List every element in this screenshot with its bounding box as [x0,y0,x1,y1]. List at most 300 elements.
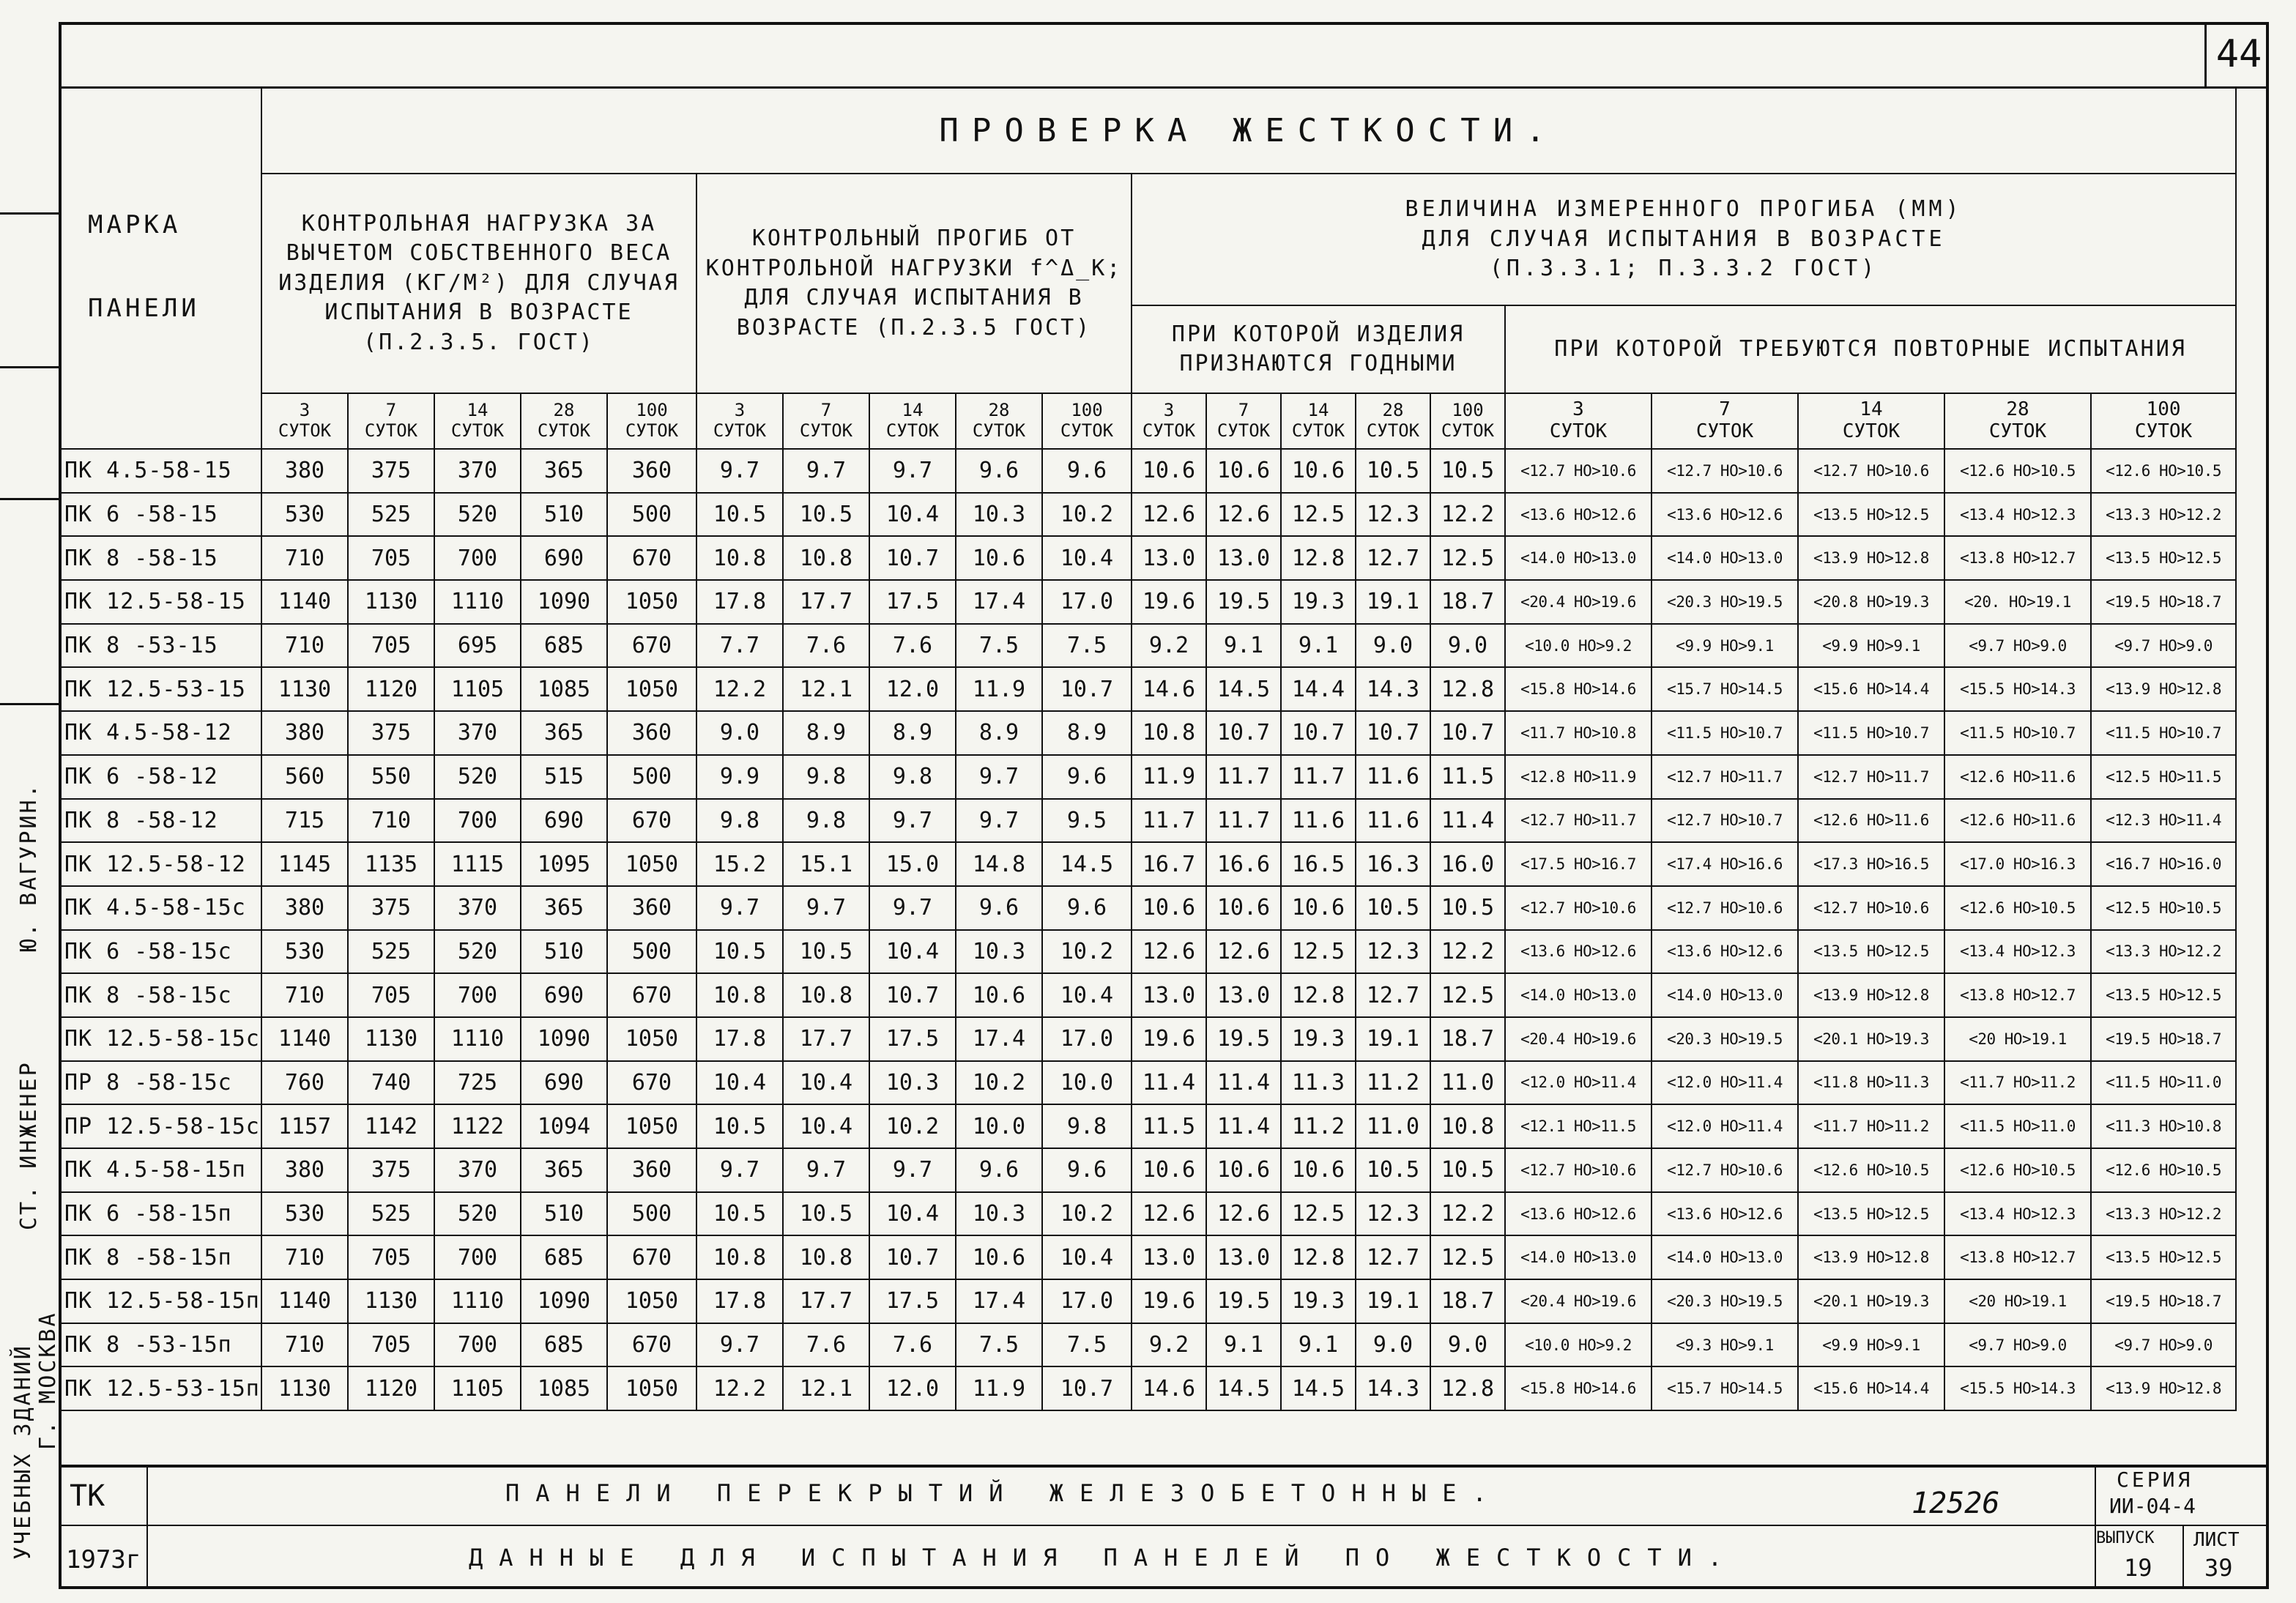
side-role-label: СТ. ИНЖЕНЕР [16,1060,42,1230]
fit-value: 9.2 [1132,624,1206,668]
deflection-value: 17.7 [783,580,869,624]
load-value: 360 [607,449,696,493]
period-header [1505,393,1652,449]
load-value: 560 [261,755,348,799]
deflection-value: 10.8 [696,973,783,1017]
load-value: 1050 [607,842,696,886]
footer-year: 1973г [66,1545,141,1574]
load-value: 1140 [261,580,348,624]
retest-value: <13.5 НО>12.5 [1798,493,1944,537]
table-row [59,799,2236,843]
retest-value: <11.7 НО>10.8 [1505,711,1652,755]
load-value: 370 [434,711,521,755]
load-value: 1095 [521,842,607,886]
fit-value: 12.5 [1430,973,1505,1017]
retest-value: <20.4 НО>19.6 [1505,1279,1652,1323]
load-value: 380 [261,449,348,493]
retest-value: <12.5 НО>11.5 [2091,755,2236,799]
fit-value: 9.1 [1281,624,1356,668]
period-days: 7 [820,400,832,421]
load-value: 700 [434,973,521,1017]
retest-value: <12.1 НО>11.5 [1505,1104,1652,1148]
load-value: 1050 [607,1279,696,1323]
deflection-value: 9.7 [696,886,783,930]
table-row [59,1104,2236,1148]
fit-value: 9.0 [1356,1323,1430,1367]
retest-value: <15.8 НО>14.6 [1505,1366,1652,1410]
fit-value: 14.5 [1206,1366,1281,1410]
fit-value: 19.1 [1356,580,1430,624]
panel-mark: ПК 12.5-53-15 [59,667,261,711]
period-days: 14 [467,400,488,421]
retest-value: <15.5 НО>14.3 [1944,667,2091,711]
period-days: 28 [1382,400,1404,421]
deflection-value: 17.0 [1042,1279,1132,1323]
deflection-value: 9.7 [956,799,1042,843]
retest-value: <9.9 НО>9.1 [1798,1323,1944,1367]
fit-value: 11.4 [1430,799,1505,843]
deflection-value: 10.2 [956,1061,1042,1105]
fit-value: 10.6 [1281,1148,1356,1192]
panel-mark: ПК 8 -58-15 [59,536,261,580]
deflection-value: 9.8 [869,755,956,799]
footer-code: ТК [70,1479,105,1513]
measured-header-line2: ДЛЯ СЛУЧАЯ ИСПЫТАНИЯ В ВОЗРАСТЕ [1422,226,1946,252]
period-unit: СУТОК [1060,420,1114,441]
deflection-value: 9.7 [869,886,956,930]
retest-value: <20. НО>19.1 [1944,580,2091,624]
deflection-value: 17.7 [783,1017,869,1061]
retest-value: <13.3 НО>12.2 [2091,1192,2236,1236]
deflection-value: 9.7 [696,449,783,493]
load-value: 710 [261,1235,348,1279]
retest-value: <11.7 НО>11.2 [1944,1061,2091,1105]
page-title: ПРОВЕРКА ЖЕСТКОСТИ. [261,87,2236,174]
load-value: 1130 [348,1279,434,1323]
fit-value: 13.0 [1206,1235,1281,1279]
table-row [59,755,2236,799]
deflection-value: 9.6 [956,1148,1042,1192]
load-value: 360 [607,711,696,755]
retest-value: <20.3 НО>19.5 [1652,580,1798,624]
retest-value: <12.6 НО>11.6 [1944,799,2091,843]
footer-divider [2095,1525,2269,1526]
retest-value: <12.8 НО>11.9 [1505,755,1652,799]
retest-value: <13.8 НО>12.7 [1944,536,2091,580]
fit-value: 12.8 [1281,536,1356,580]
deflection-value: 7.5 [956,1323,1042,1367]
deflection-value: 8.9 [956,711,1042,755]
deflection-value: 11.9 [956,1366,1042,1410]
fit-value: 9.2 [1132,1323,1206,1367]
load-value: 1050 [607,1104,696,1148]
retest-value: <12.7 НО>10.6 [1798,886,1944,930]
retest-value: <13.9 НО>12.8 [1798,536,1944,580]
deflection-value: 10.5 [783,930,869,974]
load-value: 710 [261,1323,348,1367]
fit-value: 11.2 [1356,1061,1430,1105]
load-value: 375 [348,711,434,755]
fit-value: 10.7 [1356,711,1430,755]
retest-value: <13.6 НО>12.6 [1505,930,1652,974]
retest-value: <9.7 НО>9.0 [2091,1323,2236,1367]
retest-value: <13.8 НО>12.7 [1944,1235,2091,1279]
fit-value: 10.5 [1430,1148,1505,1192]
deflection-value: 10.8 [696,536,783,580]
retest-value: <13.3 НО>12.2 [2091,930,2236,974]
fit-value: 14.4 [1281,667,1356,711]
deflection-value: 17.8 [696,1279,783,1323]
deflection-value: 9.6 [1042,755,1132,799]
period-header [1798,393,1944,449]
deflection-value: 14.8 [956,842,1042,886]
fit-value: 10.6 [1281,449,1356,493]
mark-header-line1: МАРКА [88,210,182,239]
panel-mark: ПК 8 -58-12 [59,799,261,843]
fit-value: 19.1 [1356,1017,1430,1061]
deflection-value: 17.8 [696,1017,783,1061]
period-unit: СУТОК [972,420,1026,441]
deflection-value: 9.8 [696,799,783,843]
fit-value: 11.4 [1206,1104,1281,1148]
deflection-value: 9.7 [696,1148,783,1192]
panel-mark: ПР 8 -58-15с [59,1061,261,1105]
load-value: 695 [434,624,521,668]
panel-mark: ПК 8 -53-15 [59,624,261,668]
load-value: 520 [434,930,521,974]
fit-value: 19.6 [1132,580,1206,624]
retest-value: <20.3 НО>19.5 [1652,1017,1798,1061]
load-value: 670 [607,536,696,580]
retest-value: <12.7 НО>11.7 [1798,755,1944,799]
load-value: 510 [521,493,607,537]
deflection-value: 10.4 [783,1104,869,1148]
fit-value: 9.0 [1356,624,1430,668]
retest-value: <14.0 НО>13.0 [1652,973,1798,1017]
deflection-value: 9.8 [783,755,869,799]
retest-value: <11.5 НО>11.0 [1944,1104,2091,1148]
load-value: 690 [521,1061,607,1105]
panel-mark: ПК 12.5-58-15с [59,1017,261,1061]
fit-value: 16.3 [1356,842,1430,886]
fit-value: 12.8 [1281,973,1356,1017]
period-header [521,393,607,449]
fit-value: 11.9 [1132,755,1206,799]
period-days: 7 [1719,398,1731,421]
table-row [59,842,2236,886]
retest-value: <12.3 НО>11.4 [2091,799,2236,843]
period-days: 14 [1860,398,1883,421]
load-value: 1142 [348,1104,434,1148]
load-value: 705 [348,1323,434,1367]
load-value: 380 [261,1148,348,1192]
table-row [59,493,2236,537]
deflection-value: 9.6 [1042,1148,1132,1192]
side-title-block [0,190,59,1560]
retest-value: <12.6 НО>10.5 [1944,449,2091,493]
retest-value: <16.7 НО>16.0 [2091,842,2236,886]
period-unit: СУТОК [537,420,591,441]
deflection-value: 12.2 [696,1366,783,1410]
load-value: 1094 [521,1104,607,1148]
retest-value: <11.5 НО>10.7 [1944,711,2091,755]
table-row [59,973,2236,1017]
fit-value: 12.6 [1132,493,1206,537]
period-header [869,393,956,449]
deflection-value: 17.4 [956,580,1042,624]
fit-value: 10.6 [1281,886,1356,930]
period-days: 100 [1071,400,1103,421]
deflection-value: 15.0 [869,842,956,886]
deflection-value: 10.0 [1042,1061,1132,1105]
deflection-value: 10.4 [783,1061,869,1105]
retest-value: <13.6 НО>12.6 [1505,1192,1652,1236]
deflection-value: 10.2 [869,1104,956,1148]
panel-mark: ПК 6 -58-15с [59,930,261,974]
load-value: 715 [261,799,348,843]
retest-value: <19.5 НО>18.7 [2091,1279,2236,1323]
period-header [348,393,434,449]
footer-title-line1: ПАНЕЛИ ПЕРЕКРЫТИЙ ЖЕЛЕЗОБЕТОННЫЕ. [505,1479,1503,1507]
retest-value: <13.5 НО>12.5 [2091,973,2236,1017]
table-row [59,1279,2236,1323]
deflection-value: 9.7 [783,1148,869,1192]
period-unit: СУТОК [1441,420,1495,441]
panel-mark: ПК 4.5-58-15с [59,886,261,930]
retest-value: <9.7 НО>9.0 [2091,624,2236,668]
load-value: 500 [607,1192,696,1236]
side-org-label: УЧЕБНЫХ ЗДАНИЙ [10,1344,36,1560]
deflection-value: 10.5 [696,493,783,537]
stiffness-table [59,86,2237,1411]
fit-value: 12.3 [1356,493,1430,537]
deflection-value: 10.7 [1042,1366,1132,1410]
retest-value: <12.7 НО>11.7 [1505,799,1652,843]
load-value: 1120 [348,667,434,711]
load-value: 365 [521,1148,607,1192]
fit-value: 13.0 [1132,1235,1206,1279]
load-value: 525 [348,493,434,537]
load-value: 710 [261,973,348,1017]
fit-value: 9.1 [1206,1323,1281,1367]
retest-value: <9.7 НО>9.0 [1944,1323,2091,1367]
load-value: 685 [521,1323,607,1367]
fit-value: 12.5 [1430,536,1505,580]
deflection-value: 8.9 [1042,711,1132,755]
period-header [1281,393,1356,449]
deflection-value: 17.0 [1042,580,1132,624]
load-value: 360 [607,886,696,930]
retest-value: <12.7 НО>10.6 [1652,886,1798,930]
panel-mark: ПК 4.5-58-15 [59,449,261,493]
measured-header-line3: (П.3.3.1; П.3.3.2 ГОСТ) [1489,256,1879,282]
retest-value: <11.5 НО>10.7 [1798,711,1944,755]
load-value: 500 [607,493,696,537]
retest-value: <11.8 НО>11.3 [1798,1061,1944,1105]
panel-mark: ПК 6 -58-15п [59,1192,261,1236]
period-header [1944,393,2091,449]
retest-value: <10.0 НО>9.2 [1505,624,1652,668]
table-row [59,1017,2236,1061]
retest-value: <20 НО>19.1 [1944,1279,2091,1323]
fit-value: 10.5 [1430,449,1505,493]
period-unit: СУТОК [885,420,940,441]
fit-value: 14.6 [1132,667,1206,711]
measured-header [1132,174,2236,305]
table-row [59,930,2236,974]
period-unit: СУТОК [625,420,679,441]
period-unit: СУТОК [450,420,505,441]
retest-value: <12.7 НО>10.6 [1798,449,1944,493]
deflection-value: 17.7 [783,1279,869,1323]
retest-value: <12.7 НО>10.6 [1505,886,1652,930]
load-value: 1110 [434,1017,521,1061]
deflection-value: 7.6 [869,1323,956,1367]
retest-value: <12.7 НО>11.7 [1652,755,1798,799]
sheet-number: 44 [2204,22,2271,86]
period-unit: СУТОК [713,420,767,441]
table-row [59,1061,2236,1105]
footer-divider [146,1465,148,1589]
retest-value: <9.7 НО>9.0 [1944,624,2091,668]
load-value: 760 [261,1061,348,1105]
period-days: 28 [553,400,575,421]
fit-value: 16.6 [1206,842,1281,886]
panel-mark: ПК 12.5-58-12 [59,842,261,886]
retest-value: <20.4 НО>19.6 [1505,1017,1652,1061]
retest-value: <15.7 НО>14.5 [1652,1366,1798,1410]
fit-value: 10.5 [1356,449,1430,493]
load-value: 1090 [521,1017,607,1061]
retest-value: <20.8 НО>19.3 [1798,580,1944,624]
fit-value: 9.0 [1430,624,1505,668]
panel-mark: ПК 6 -58-15 [59,493,261,537]
fit-value: 12.7 [1356,973,1430,1017]
fit-value: 18.7 [1430,1279,1505,1323]
mark-header [59,87,261,449]
load-value: 705 [348,973,434,1017]
deflection-value: 9.6 [956,449,1042,493]
load-value: 375 [348,449,434,493]
retest-value: <17.5 НО>16.7 [1505,842,1652,886]
fit-value: 9.0 [1430,1323,1505,1367]
fit-value: 13.0 [1132,536,1206,580]
retest-value: <15.8 НО>14.6 [1505,667,1652,711]
load-value: 1110 [434,580,521,624]
deflection-value: 9.5 [1042,799,1132,843]
load-value: 685 [521,1235,607,1279]
fit-value: 19.6 [1132,1017,1206,1061]
load-value: 525 [348,1192,434,1236]
deflection-value: 10.5 [783,493,869,537]
period-days: 14 [1307,400,1329,421]
deflection-value: 8.9 [869,711,956,755]
footer-divider [2095,1465,2096,1589]
retest-value: <20.1 НО>19.3 [1798,1017,1944,1061]
table-row [59,536,2236,580]
load-value: 690 [521,536,607,580]
load-value: 690 [521,799,607,843]
retest-value: <15.5 НО>14.3 [1944,1366,2091,1410]
fit-value: 11.3 [1281,1061,1356,1105]
retest-value: <13.6 НО>12.6 [1652,930,1798,974]
retest-header: ПРИ КОТОРОЙ ТРЕБУЮТСЯ ПОВТОРНЫЕ ИСПЫТАНИЯ [1505,305,2236,393]
deflection-value: 7.5 [956,624,1042,668]
fit-value: 19.5 [1206,1279,1281,1323]
retest-value: <14.0 НО>13.0 [1505,536,1652,580]
retest-value: <19.5 НО>18.7 [2091,580,2236,624]
fit-value: 14.3 [1356,1366,1430,1410]
retest-value: <19.5 НО>18.7 [2091,1017,2236,1061]
load-value: 705 [348,624,434,668]
retest-value: <13.6 НО>12.6 [1652,1192,1798,1236]
retest-value: <12.6 НО>11.6 [1798,799,1944,843]
load-value: 740 [348,1061,434,1105]
load-value: 1140 [261,1017,348,1061]
deflection-value: 10.4 [696,1061,783,1105]
load-value: 1050 [607,1366,696,1410]
period-header [1132,393,1206,449]
fit-value: 12.2 [1430,1192,1505,1236]
deflection-value: 12.0 [869,667,956,711]
fit-value: 11.7 [1206,755,1281,799]
footer-number: 12526 [1912,1487,2000,1520]
deflection-value: 9.8 [783,799,869,843]
fit-value: 11.7 [1206,799,1281,843]
load-value: 700 [434,799,521,843]
deflection-value: 10.4 [1042,973,1132,1017]
deflection-value: 10.3 [956,1192,1042,1236]
load-value: 1130 [261,667,348,711]
fit-value: 11.4 [1132,1061,1206,1105]
load-value: 670 [607,1323,696,1367]
side-city-label: Г. МОСКВА [35,1311,61,1450]
fit-value: 12.6 [1206,1192,1281,1236]
load-value: 380 [261,711,348,755]
load-value: 520 [434,1192,521,1236]
load-value: 1122 [434,1104,521,1148]
load-value: 670 [607,1235,696,1279]
load-value: 1157 [261,1104,348,1148]
period-unit: СУТОК [278,420,332,441]
side-divider [0,212,59,215]
table-row [59,1192,2236,1236]
deflection-value: 10.4 [869,930,956,974]
fit-value: 13.0 [1206,973,1281,1017]
period-header [2091,393,2236,449]
load-value: 1050 [607,580,696,624]
retest-value: <12.6 НО>10.5 [2091,1148,2236,1192]
fit-value: 14.6 [1132,1366,1206,1410]
period-unit: СУТОК [1549,420,1608,442]
retest-value: <17.3 НО>16.5 [1798,842,1944,886]
fit-value: 11.7 [1132,799,1206,843]
deflection-value: 12.2 [696,667,783,711]
period-header [261,393,348,449]
retest-value: <13.5 НО>12.5 [2091,1235,2236,1279]
fit-value: 11.6 [1281,799,1356,843]
deflection-value: 7.5 [1042,1323,1132,1367]
fit-value: 11.6 [1356,755,1430,799]
fit-value: 9.1 [1281,1323,1356,1367]
issue-label: ВЫПУСК [2096,1529,2155,1547]
fit-value: 10.5 [1430,886,1505,930]
side-divider [0,498,59,500]
period-days: 7 [385,400,397,421]
period-unit: СУТОК [1695,420,1754,442]
period-unit: СУТОК [1142,420,1196,441]
deflection-value: 17.5 [869,1017,956,1061]
